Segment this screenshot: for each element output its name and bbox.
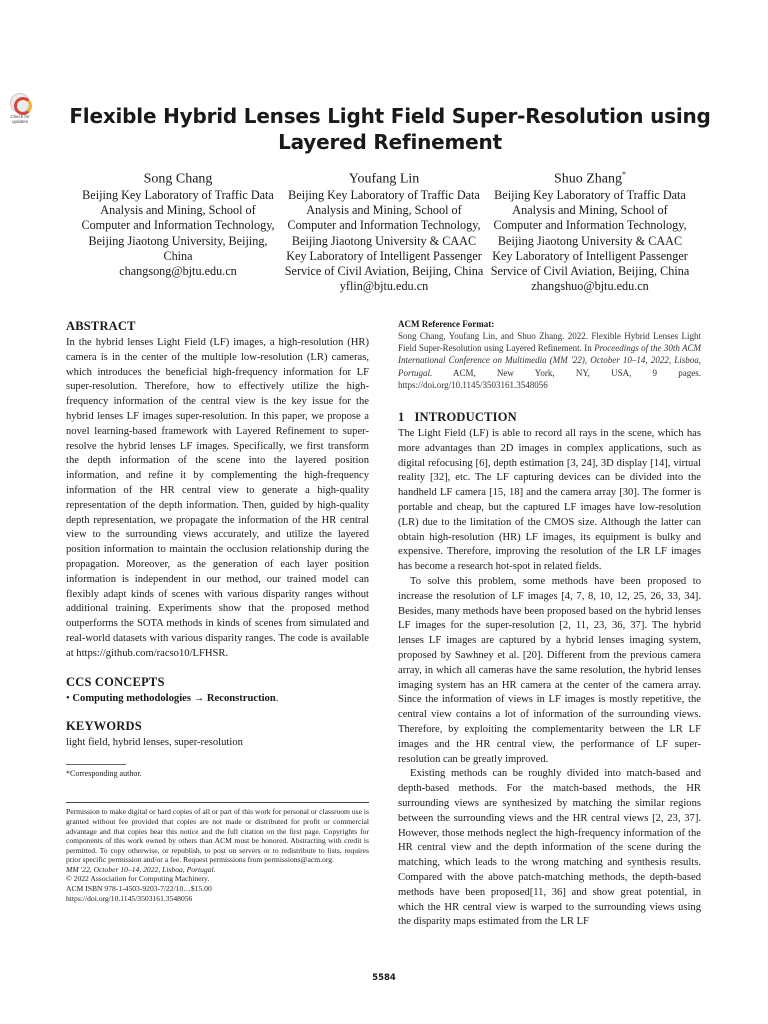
permission-rule bbox=[66, 802, 369, 803]
author-name: Song Chang bbox=[143, 171, 213, 187]
crossmark-icon bbox=[10, 93, 30, 113]
right-column bbox=[398, 318, 701, 930]
reference-format-text: Song Chang, Youfang Lin, and Shuo Zhang. 2022. Flexible Hybrid Lenses Light Field Super-Resolution using Layered Refinement. In Proceedings of the 30th ACM International Conference on Multimedia (MM '22), October 10–14, 2022, Lisboa, Portugal. ACM, New York, NY, USA, 9 pages. https://doi.org/10.1145/3503161.3548056 bbox=[398, 331, 702, 390]
reference-format-heading: ACM Reference Format: bbox=[398, 319, 495, 329]
badge-label: Check for updates bbox=[10, 114, 30, 124]
introduction-heading: 1 INTRODUCTION bbox=[398, 410, 517, 425]
venue-line: MM '22, October 10–14, 2022, Lisboa, Portugal. bbox=[66, 864, 216, 874]
corresponding-author-footnote: *Corresponding author. bbox=[66, 769, 142, 779]
author-email: yflin@bjtu.edu.cn bbox=[339, 279, 429, 294]
doi-line: https://doi.org/10.1145/3503161.3548056 bbox=[66, 893, 193, 903]
author-block-1 bbox=[78, 166, 278, 279]
ccs-concepts: • Computing methodologies → Reconstruction. bbox=[66, 692, 279, 704]
permission-block bbox=[66, 807, 369, 903]
permission-text: Permission to make digital or hard copies of all or part of this work for personal or classroom use is granted without fee provided that copies are not made or distributed for profit or commercial advantage and that copies bear this notice and the full citation on the first page. Copyrights for components of this work owned by others than ACM must be honored. Abstracting with credit is permitted. To copy otherwise, or republish, to post on servers or to redistribute to lists, requires prior specific permission and/or a fee. Request permissions from permissions@acm.org. bbox=[66, 807, 369, 865]
author-affiliation: Beijing Key Laboratory of Traffic Data Analysis and Mining, School of Computer and Information Technology, Beijing Jiaotong University, Beijing, China bbox=[81, 187, 275, 263]
intro-paragraph-3: Existing methods can be roughly divided into match-based and depth-based methods. For the match-based methods, the HR surrounding views are synthesized by matching the similar regions between the surrounding views and the HR central views [2, 23, 37]. However, those methods neglect the high-frequency information of the HR central view and the depth information of the scene during the matching, which leads to the wrong matching and synthesis results. Compared with the above patch-matching methods, the depth-based methods have been proposed[11, 36] and show great potential, in which the HR central view is warped to the surrounding views using the disparity maps estimated from the LR LF bbox=[398, 768, 701, 928]
keywords-text: light field, hybrid lenses, super-resolution bbox=[66, 736, 243, 748]
author-email: zhangshuo@bjtu.edu.cn bbox=[531, 279, 649, 294]
abstract-text: In the hybrid lenses Light Field (LF) images, a high-resolution (HR) camera is in the center of the multiple low-resolution (LR) cameras, which introduces the beneficial high-frequency information for LF super-resolution. Therefore, how to effectively utilize the high-frequency information of the central view is the key issue for the hybrid lenses LF images super-resolution. In this paper, we propose a novel learning-based framework with Layered Refinement to super-resolve the hybrid lenses LF images. Specifically, we first transform the depth information of the scene into the layered position information, and refine it by complementing the high-frequency information of the HR central view to generate a high-quality representation of the depth information. Then, guided by high-quality depth representation, we propagate the information of the HR central view to the surrounding views accurately, and utilize the layered position information to maintain the occlusion relationship during the propagation. Moreover, as the generation of each layer position information is independent in our method, our trained model can flexibly adapt kinds of scenes with various disparity ranges without additional training. Experiments show that the proposed method outperforms the SOTA methods in kinds of scenes from simulated and real-world datasets with various disparity ranges. The code is available at https://github.com/racso10/LFHSR. bbox=[66, 337, 369, 659]
author-name: Shuo Zhang* bbox=[553, 170, 627, 187]
intro-paragraph-2: To solve this problem, some methods have been proposed to increase the resolution of LF images [4, 7, 8, 10, 12, 25, 26, 33, 34]. Besides, many methods have been proposed based on the hybrid lenses LF images for the super-resolution [2, 11, 23, 36, 37]. The hybrid lenses LF images are captured by a hybrid lenses imaging system, proposed by Sawhney et al. [20]. Different from the previous camera array, in which all cameras have the same resolution, the hybrid lenses imaging system has an HR camera at the center of the camera array. Since the information of views in LF images is mostly repetitive, the central view contains a lot of information of the surrounding views. Therefore, by exploiting the complementarity between the LR LF images and the HR central view, the performance of LF super-resolution can be greatly improved. bbox=[398, 575, 701, 765]
left-column bbox=[66, 318, 369, 903]
author-block-2 bbox=[284, 166, 484, 295]
isbn-line: ACM ISBN 978-1-4503-9203-7/22/10…$15.00 bbox=[66, 884, 212, 894]
abstract-heading: ABSTRACT bbox=[66, 319, 136, 333]
author-affiliation: Beijing Key Laboratory of Traffic Data Analysis and Mining, School of Computer and Information Technology, Beijing Jiaotong University & CAAC Key Laboratory of Intelligent Passenger Service of Civil Aviation, Beijing, China bbox=[490, 187, 690, 279]
footnote-rule bbox=[66, 764, 126, 765]
copyright-line: © 2022 Association for Computing Machinery. bbox=[66, 874, 210, 884]
paper-title: Flexible Hybrid Lenses Light Field Super-Resolution using Layered Refinement bbox=[69, 104, 711, 154]
check-for-updates-badge[interactable] bbox=[7, 93, 33, 125]
author-email: changsong@bjtu.edu.cn bbox=[119, 264, 237, 279]
page-number: 5584 bbox=[372, 973, 396, 983]
keywords-heading: KEYWORDS bbox=[66, 718, 142, 733]
author-block-3 bbox=[490, 166, 690, 295]
ccs-heading: CCS CONCEPTS bbox=[66, 674, 165, 689]
author-affiliation: Beijing Key Laboratory of Traffic Data Analysis and Mining, School of Computer and Information Technology, Beijing Jiaotong University & CAAC Key Laboratory of Intelligent Passenger Service of Civil Aviation, Beijing, China bbox=[284, 187, 484, 279]
intro-paragraph-1: The Light Field (LF) is able to record all rays in the scene, which has more advantages than 2D images in complex applications, such as digital refocusing [6], depth estimation [3, 24], 3D display [14], virtual reality [32], etc. The LF capturing devices can be divided into the handheld LF camera [15, 18] and the camera array [30]. The former is portable and cheap, but the captured LF images have low-resolution (LR) due to the limitation of the CMOS size. Although the latter can obtain high-resolution (HR) LF images, its equipment is bulky and expensive. Therefore, improving the resolution of the LR LF images has become a research hot-spot in related fields. bbox=[398, 428, 701, 573]
author-name: Youfang Lin bbox=[348, 171, 420, 187]
